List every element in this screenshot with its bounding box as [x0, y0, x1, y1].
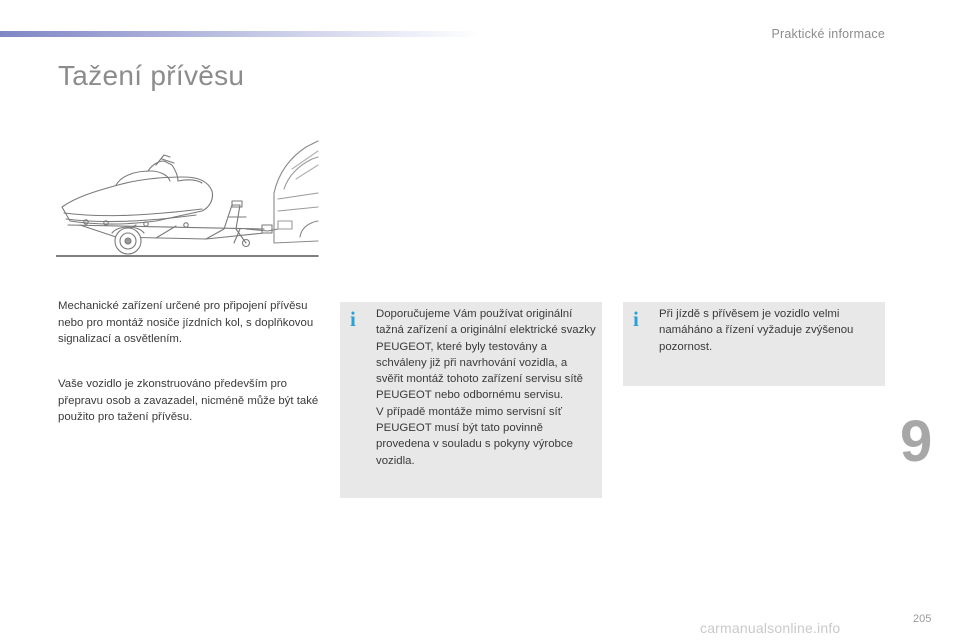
info-text-line: Při jízdě s přívěsem je vozidlo velmi namáháno a řízení vyžaduje zvýšenou pozornost. — [659, 308, 854, 353]
jetski-trailer-illustration — [56, 125, 320, 260]
info-box-recommendation — [340, 302, 602, 498]
header-color-bar — [0, 31, 480, 37]
info-icon: i — [350, 307, 356, 331]
usage-paragraph: Vaše vozidlo je zkonstruováno především pro přepravu osob a zavazadel, nicméně může být také použito pro tažení přívěsu. — [58, 378, 319, 423]
info-box-driving — [623, 302, 885, 386]
intro-paragraph: Mechanické zařízení určené pro připojení přívěsu nebo pro montáž nosiče jízdních kol, s doplňkovou signalizací a osvětlením. — [58, 300, 314, 345]
page-title: Tažení přívěsu — [58, 60, 245, 91]
info-text-line: V případě montáže mimo servisní síť PEUGEOT musí být tato povinně provedena v souladu s pokyny výrobce vozidla. — [376, 405, 573, 467]
info-text — [376, 306, 596, 469]
info-text-line: Doporučujeme Vám používat originální tažná zařízení a originální elektrické svazky PEUGEOT, které byly testovány a schváleny již při navrhování vozidla, a svěřit montáž tohoto zařízení servisu sítě PEUGEOT nebo odbornému servisu. — [376, 308, 596, 402]
page-number: 205 — [913, 613, 932, 625]
chapter-number: 9 — [900, 409, 933, 474]
section-header: Praktické informace — [771, 27, 885, 41]
watermark: carmanualsonline.info — [700, 620, 841, 636]
info-text — [659, 306, 879, 355]
info-icon: i — [633, 307, 639, 331]
